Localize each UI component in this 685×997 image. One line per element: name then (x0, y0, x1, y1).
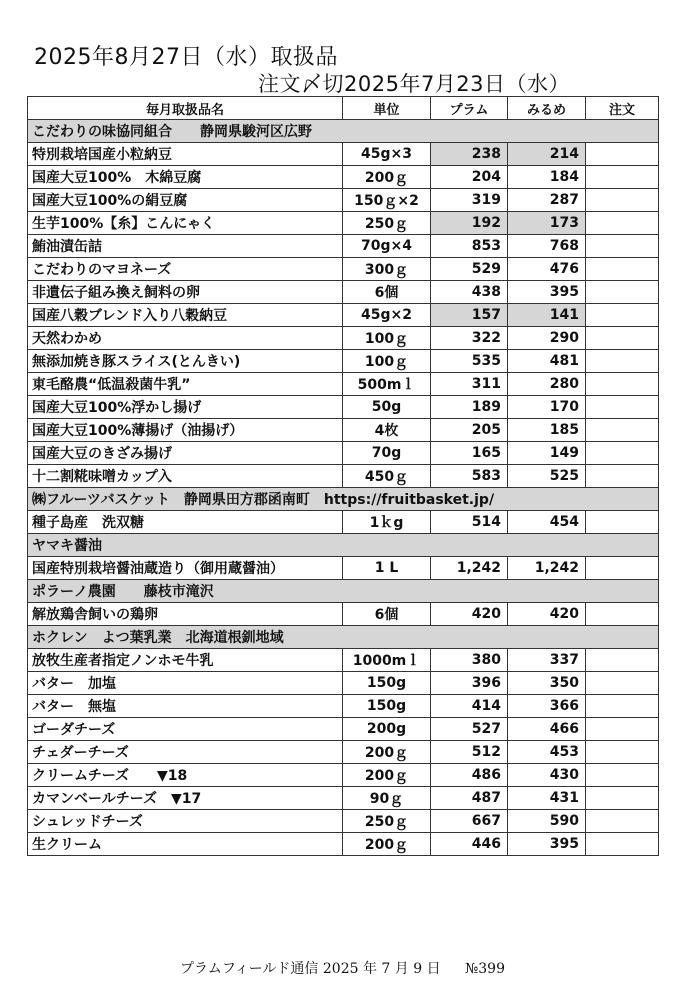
order-cell[interactable] (586, 695, 659, 718)
product-unit: 45g×2 (343, 304, 431, 327)
price-plum: 157 (431, 304, 508, 327)
product-name: カマンベールチーズ ▼17 (28, 787, 343, 810)
newsletter-info: プラムフィールド通信 2025 年 7 月 9 日 (179, 961, 441, 977)
order-cell[interactable] (586, 557, 659, 580)
header-mirume: みるめ (508, 97, 586, 120)
product-unit: 150g (343, 672, 431, 695)
product-unit: 100ｇ (343, 327, 431, 350)
product-name: 種子島産 洗双糖 (28, 511, 343, 534)
order-cell[interactable] (586, 764, 659, 787)
product-unit: 4枚 (343, 419, 431, 442)
order-cell[interactable] (586, 810, 659, 833)
product-name: バター 無塩 (28, 695, 343, 718)
order-cell[interactable] (586, 741, 659, 764)
price-mirume: 1,242 (508, 557, 586, 580)
footer (0, 958, 685, 978)
price-plum: 165 (431, 442, 508, 465)
price-mirume: 184 (508, 166, 586, 189)
price-mirume: 481 (508, 350, 586, 373)
price-plum: 238 (431, 143, 508, 166)
product-unit: 1 L (343, 557, 431, 580)
price-plum: 527 (431, 718, 508, 741)
table-row (28, 764, 659, 787)
table-row (28, 465, 659, 488)
header-unit: 単位 (343, 97, 431, 120)
product-name: 東毛酪農“低温殺菌牛乳” (28, 373, 343, 396)
order-cell[interactable] (586, 396, 659, 419)
order-deadline: 注文〆切2025年7月23日（水） (258, 72, 571, 96)
table-row (28, 810, 659, 833)
price-plum: 446 (431, 833, 508, 856)
table-row (28, 281, 659, 304)
product-unit: 150ｇ×2 (343, 189, 431, 212)
table-row (28, 603, 659, 626)
product-unit: 6個 (343, 603, 431, 626)
order-cell[interactable] (586, 442, 659, 465)
product-name: 天然わかめ (28, 327, 343, 350)
table-row (28, 166, 659, 189)
product-unit: 70g (343, 442, 431, 465)
price-plum: 529 (431, 258, 508, 281)
table-row (28, 350, 659, 373)
product-unit: 90ｇ (343, 787, 431, 810)
price-plum: 486 (431, 764, 508, 787)
product-name: シュレッドチーズ (28, 810, 343, 833)
table-row (28, 649, 659, 672)
order-cell[interactable] (586, 833, 659, 856)
order-cell[interactable] (586, 511, 659, 534)
table-row (28, 304, 659, 327)
product-table (27, 96, 659, 856)
price-mirume: 337 (508, 649, 586, 672)
price-plum: 204 (431, 166, 508, 189)
product-unit: 200ｇ (343, 764, 431, 787)
order-cell[interactable] (586, 350, 659, 373)
table-row (28, 557, 659, 580)
order-cell[interactable] (586, 235, 659, 258)
price-plum: 192 (431, 212, 508, 235)
table-row (28, 833, 659, 856)
order-cell[interactable] (586, 166, 659, 189)
product-unit: 1ｋg (343, 511, 431, 534)
issue-number: №399 (465, 961, 506, 977)
price-mirume: 525 (508, 465, 586, 488)
price-mirume: 453 (508, 741, 586, 764)
page-title: 2025年8月27日（水）取扱品 (34, 45, 338, 70)
product-name: 国産大豆100%薄揚げ（油揚げ） (28, 419, 343, 442)
price-mirume: 280 (508, 373, 586, 396)
table-row (28, 396, 659, 419)
price-plum: 414 (431, 695, 508, 718)
section-title: ホクレン よつ葉乳業 北海道根釧地域 (28, 626, 659, 649)
price-mirume: 395 (508, 281, 586, 304)
product-name: クリームチーズ ▼18 (28, 764, 343, 787)
product-unit: 250ｇ (343, 810, 431, 833)
price-plum: 487 (431, 787, 508, 810)
table-row (28, 442, 659, 465)
table-row (28, 212, 659, 235)
section-row (28, 534, 659, 557)
product-unit: 150g (343, 695, 431, 718)
header-plum: プラム (431, 97, 508, 120)
table-row (28, 258, 659, 281)
order-cell[interactable] (586, 603, 659, 626)
product-unit: 100ｇ (343, 350, 431, 373)
product-name: 特別栽培国産小粒納豆 (28, 143, 343, 166)
header-name: 毎月取扱品名 (28, 97, 343, 120)
product-name: 十二割糀味噌カップ入 (28, 465, 343, 488)
product-name: 国産大豆100%の絹豆腐 (28, 189, 343, 212)
product-name: 無添加焼き豚スライス(とんきい) (28, 350, 343, 373)
product-name: こだわりのマヨネーズ (28, 258, 343, 281)
price-plum: 420 (431, 603, 508, 626)
table-row (28, 419, 659, 442)
product-unit: 200ｇ (343, 833, 431, 856)
section-row (28, 120, 659, 143)
price-mirume: 590 (508, 810, 586, 833)
product-name: 生芋100%【糸】こんにゃく (28, 212, 343, 235)
price-plum: 189 (431, 396, 508, 419)
product-name: バター 加塩 (28, 672, 343, 695)
table-row (28, 143, 659, 166)
product-unit: 6個 (343, 281, 431, 304)
price-plum: 512 (431, 741, 508, 764)
table-row (28, 189, 659, 212)
section-row (28, 488, 659, 511)
price-plum: 438 (431, 281, 508, 304)
product-name: 国産大豆100% 木綿豆腐 (28, 166, 343, 189)
order-cell[interactable] (586, 189, 659, 212)
price-mirume: 768 (508, 235, 586, 258)
price-plum: 319 (431, 189, 508, 212)
table-header-row (28, 97, 659, 120)
price-mirume: 350 (508, 672, 586, 695)
order-cell[interactable] (586, 465, 659, 488)
order-cell[interactable] (586, 258, 659, 281)
product-unit: 45g×3 (343, 143, 431, 166)
price-mirume: 290 (508, 327, 586, 350)
section-row (28, 626, 659, 649)
price-mirume: 454 (508, 511, 586, 534)
section-title: こだわりの味協同組合 静岡県駿河区広野 (28, 120, 659, 143)
price-plum: 514 (431, 511, 508, 534)
price-plum: 853 (431, 235, 508, 258)
price-mirume: 287 (508, 189, 586, 212)
product-unit: 450ｇ (343, 465, 431, 488)
order-cell[interactable] (586, 327, 659, 350)
product-unit: 200g (343, 718, 431, 741)
price-mirume: 214 (508, 143, 586, 166)
product-unit: 200ｇ (343, 741, 431, 764)
order-cell[interactable] (586, 787, 659, 810)
product-unit: 250ｇ (343, 212, 431, 235)
price-plum: 1,242 (431, 557, 508, 580)
price-mirume: 420 (508, 603, 586, 626)
price-mirume: 185 (508, 419, 586, 442)
section-title: ㈱フルーツバスケット 静岡県田方郡函南町 https://fruitbasket.jp/ (28, 488, 659, 511)
product-name: ゴーダチーズ (28, 718, 343, 741)
product-name: 非遺伝子組み換え飼料の卵 (28, 281, 343, 304)
price-plum: 535 (431, 350, 508, 373)
price-mirume: 173 (508, 212, 586, 235)
product-unit: 1000mｌ (343, 649, 431, 672)
product-unit: 70g×4 (343, 235, 431, 258)
product-name: 放牧生産者指定ノンホモ牛乳 (28, 649, 343, 672)
price-mirume: 431 (508, 787, 586, 810)
price-plum: 380 (431, 649, 508, 672)
price-plum: 667 (431, 810, 508, 833)
price-mirume: 476 (508, 258, 586, 281)
order-cell[interactable] (586, 281, 659, 304)
product-name: 国産八穀ブレンド入り八穀納豆 (28, 304, 343, 327)
table-row (28, 787, 659, 810)
table-row (28, 718, 659, 741)
section-title: ポラーノ農園 藤枝市滝沢 (28, 580, 659, 603)
price-mirume: 366 (508, 695, 586, 718)
order-cell[interactable] (586, 419, 659, 442)
price-plum: 322 (431, 327, 508, 350)
table-row (28, 511, 659, 534)
order-cell[interactable] (586, 143, 659, 166)
product-name: 生クリーム (28, 833, 343, 856)
price-mirume: 430 (508, 764, 586, 787)
header-order: 注文 (586, 97, 659, 120)
section-row (28, 580, 659, 603)
order-cell[interactable] (586, 212, 659, 235)
section-title: ヤマキ醤油 (28, 534, 659, 557)
price-mirume: 466 (508, 718, 586, 741)
price-plum: 205 (431, 419, 508, 442)
product-name: 国産大豆100%浮かし揚げ (28, 396, 343, 419)
order-cell[interactable] (586, 718, 659, 741)
price-mirume: 170 (508, 396, 586, 419)
table-row (28, 373, 659, 396)
table-row (28, 235, 659, 258)
product-name: 国産大豆のきざみ揚げ (28, 442, 343, 465)
price-plum: 396 (431, 672, 508, 695)
product-name: 国産特別栽培醤油蔵造り（御用蔵醤油） (28, 557, 343, 580)
order-cell[interactable] (586, 649, 659, 672)
product-name: 解放鶏舎飼いの鶏卵 (28, 603, 343, 626)
product-name: チェダーチーズ (28, 741, 343, 764)
table-row (28, 741, 659, 764)
product-unit: 200ｇ (343, 166, 431, 189)
price-plum: 583 (431, 465, 508, 488)
product-name: 鮪油漬缶詰 (28, 235, 343, 258)
table-row (28, 327, 659, 350)
table-row (28, 672, 659, 695)
product-unit: 300ｇ (343, 258, 431, 281)
price-plum: 311 (431, 373, 508, 396)
product-unit: 50g (343, 396, 431, 419)
order-cell[interactable] (586, 373, 659, 396)
order-cell[interactable] (586, 672, 659, 695)
price-mirume: 141 (508, 304, 586, 327)
order-cell[interactable] (586, 304, 659, 327)
product-unit: 500mｌ (343, 373, 431, 396)
table-row (28, 695, 659, 718)
price-mirume: 149 (508, 442, 586, 465)
price-mirume: 395 (508, 833, 586, 856)
